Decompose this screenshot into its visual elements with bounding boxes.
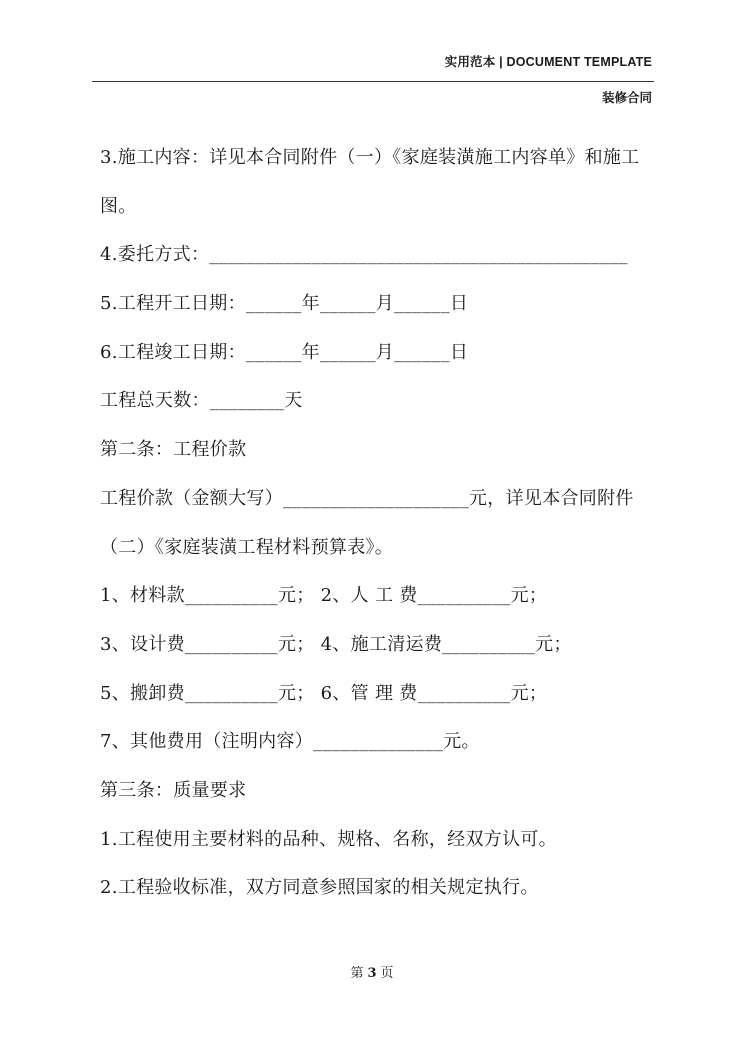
page-prefix: 第 — [350, 966, 364, 981]
page-footer — [0, 962, 744, 981]
header-tagline: 实用范本 | DOCUMENT TEMPLATE — [444, 55, 652, 69]
clause-line: 1.工程使用主要材料的品种、规格、名称，经双方认可。 — [100, 828, 557, 850]
page-header — [0, 0, 744, 110]
clause-line: 4.委托方式：_____________________________________________ — [100, 244, 628, 266]
fee-line: 3、设计费__________元； 4、施工清运费__________元； — [100, 633, 572, 655]
clause-line: 2.工程验收标准，双方同意参照国家的相关规定执行。 — [100, 877, 539, 899]
clause-line: 工程价款（金额大写）____________________元，详见本合同附件 — [100, 487, 634, 509]
section-heading: 第二条：工程价款 — [100, 439, 247, 461]
contract-body — [100, 138, 660, 917]
page-suffix: 页 — [380, 966, 394, 981]
clause-line: 图。 — [100, 195, 137, 217]
fee-line: 7、其他费用（注明内容）______________元。 — [100, 731, 480, 753]
page-number: 3 — [367, 966, 377, 981]
clause-line: 5.工程开工日期：______年______月______日 — [100, 293, 469, 315]
clause-line: 工程总天数：________天 — [100, 390, 303, 412]
document-category: 装修合同 — [601, 91, 652, 105]
section-heading: 第三条：质量要求 — [100, 779, 247, 801]
fee-line: 1、材料款__________元； 2、人 工 费__________元； — [100, 585, 548, 607]
header-divider — [92, 81, 654, 82]
fee-line: 5、搬卸费__________元； 6、管 理 费__________元； — [100, 682, 548, 704]
clause-line: （二）《家庭装潢工程材料预算表》。 — [100, 536, 394, 558]
clause-line: 3.施工内容：详见本合同附件（一）《家庭装潢施工内容单》和施工 — [100, 147, 640, 168]
clause-line: 6.工程竣工日期：______年______月______日 — [100, 341, 469, 363]
